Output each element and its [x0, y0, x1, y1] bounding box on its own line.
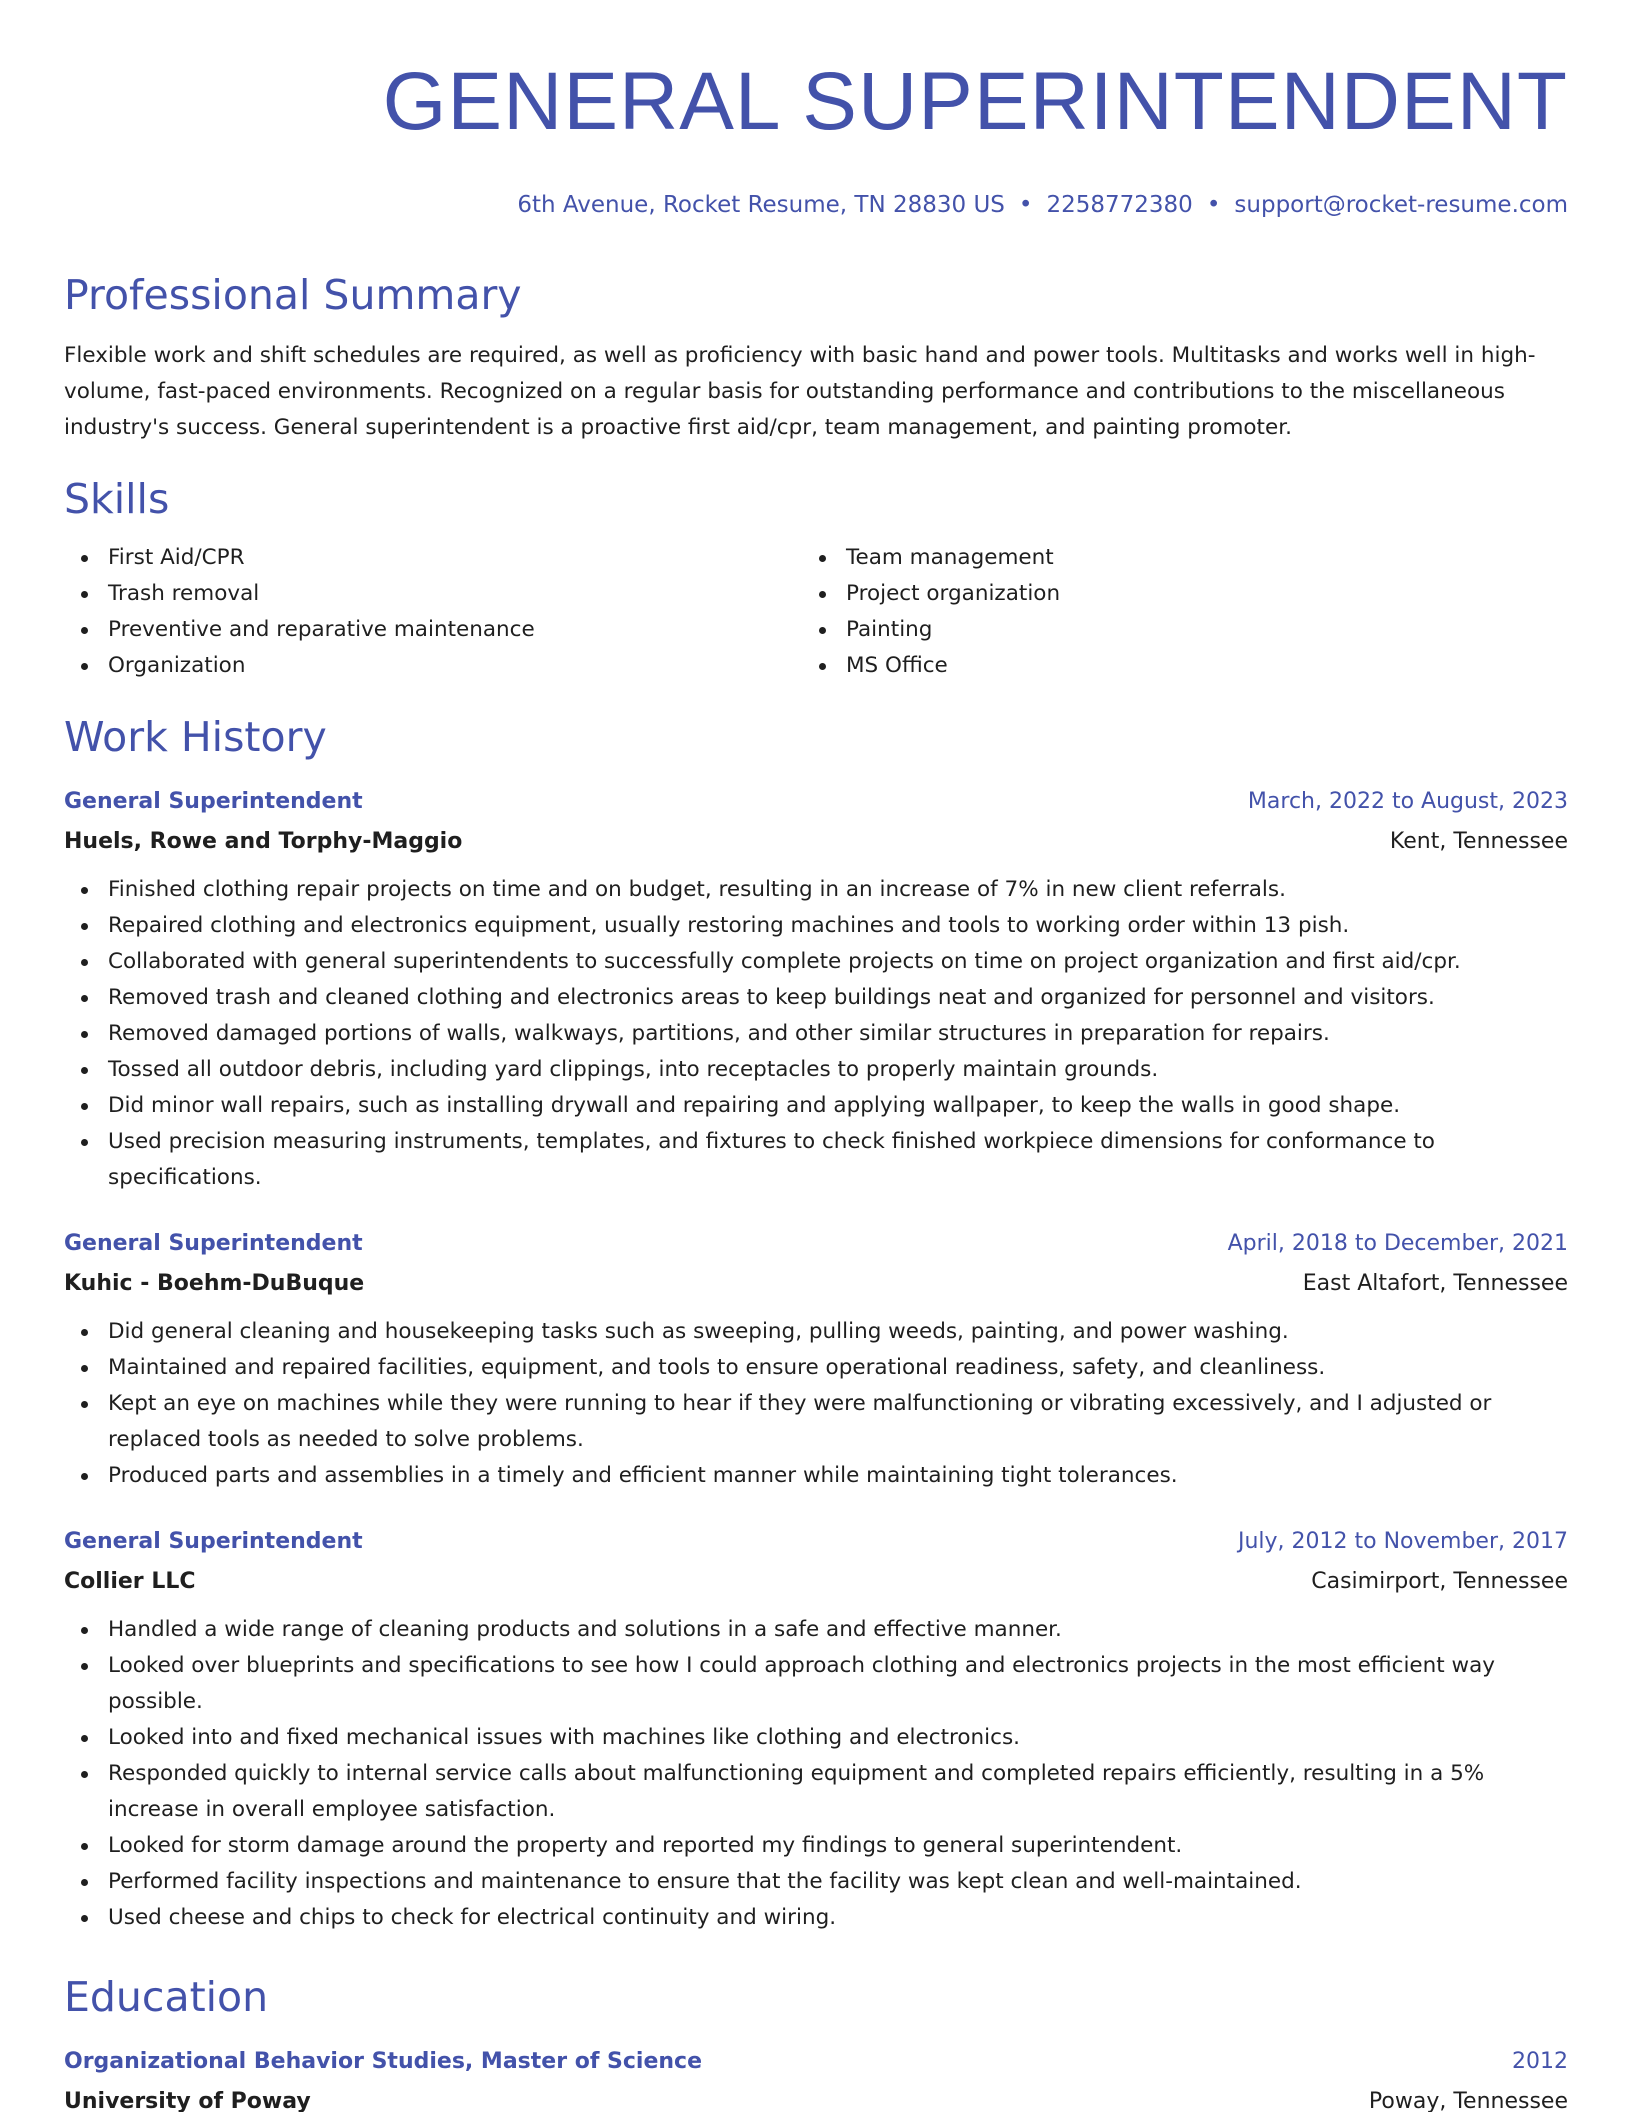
school-name: University of Poway: [64, 2089, 311, 2112]
skill-item: MS Office: [846, 648, 1568, 684]
summary-heading: Professional Summary: [64, 271, 522, 319]
skill-item: Painting: [846, 612, 1568, 648]
job-entry: [64, 1522, 1568, 1936]
duty-item: Looked for storm damage around the property and reported my findings to general superintendent.: [108, 1828, 1568, 1864]
duty-item: Collaborated with general superintendents to successfully complete projects on time on project organization and first aid/cpr.: [108, 944, 1568, 980]
job-duties: [64, 872, 1568, 1196]
duty-item: Removed damaged portions of walls, walkways, partitions, and other similar structures in preparation for repairs.: [108, 1016, 1568, 1052]
duty-item: Used precision measuring instruments, templates, and fixtures to check finished workpiece dimensions for conformance to specifications.: [108, 1124, 1568, 1196]
skills-heading: Skills: [64, 475, 170, 523]
education-entry: [64, 2042, 1568, 2112]
job-location: Kent, Tennessee: [1389, 829, 1568, 854]
job-title: General Superintendent: [64, 789, 363, 814]
candidate-name: GENERAL SUPERINTENDENT: [382, 56, 1568, 147]
job-dates: March, 2022 to August, 2023: [1247, 789, 1568, 814]
skill-item: Trash removal: [108, 576, 802, 612]
skill-item: Project organization: [846, 576, 1568, 612]
contact-address: 6th Avenue, Rocket Resume, TN 28830 US: [517, 192, 1005, 218]
duty-item: Did general cleaning and housekeeping tasks such as sweeping, pulling weeds, painting, and power washing.: [108, 1314, 1568, 1350]
skills-section: [64, 474, 1568, 684]
duty-item: Looked into and fixed mechanical issues with machines like clothing and electronics.: [108, 1720, 1568, 1756]
job-location: East Altafort, Tennessee: [1302, 1271, 1568, 1296]
contact-separator: •: [1206, 192, 1221, 218]
job-title: General Superintendent: [64, 1231, 363, 1256]
job-duties: [64, 1612, 1568, 1936]
job-employer: Collier LLC: [64, 1569, 196, 1594]
resume-header: [64, 52, 1568, 220]
job-location: Casimirport, Tennessee: [1311, 1569, 1568, 1594]
skills-list-right: [802, 540, 1568, 684]
skills-grid: [64, 540, 1568, 684]
skill-item: Team management: [846, 540, 1568, 576]
duty-item: Produced parts and assemblies in a timely and efficient manner while maintaining tight tolerances.: [108, 1458, 1568, 1494]
contact-phone: 2258772380: [1046, 192, 1193, 218]
duty-item: Looked over blueprints and specifications to see how I could approach clothing and electronics projects in the most efficient way possible.: [108, 1648, 1568, 1720]
duty-item: Finished clothing repair projects on time and on budget, resulting in an increase of 7% in new client referrals.: [108, 872, 1568, 908]
work-history-section: [64, 712, 1568, 1936]
skill-item: Preventive and reparative maintenance: [108, 612, 802, 648]
duty-item: Repaired clothing and electronics equipment, usually restoring machines and tools to working order within 13 pish.: [108, 908, 1568, 944]
work-history-heading: Work History: [64, 713, 327, 761]
job-dates: July, 2012 to November, 2017: [1237, 1529, 1568, 1554]
duty-item: Maintained and repaired facilities, equipment, and tools to ensure operational readiness, safety, and cleanliness.: [108, 1350, 1568, 1386]
duty-item: Used cheese and chips to check for electrical continuity and wiring.: [108, 1900, 1568, 1936]
duty-item: Kept an eye on machines while they were running to hear if they were malfunctioning or vibrating excessively, and I adjusted or replaced tools as needed to solve problems.: [108, 1386, 1568, 1458]
school-location: Poway, Tennessee: [1368, 2089, 1568, 2112]
duty-item: Did minor wall repairs, such as installing drywall and repairing and applying wallpaper, to keep the walls in good shape.: [108, 1088, 1568, 1124]
job-employer: Kuhic - Boehm-DuBuque: [64, 1271, 365, 1296]
skill-item: Organization: [108, 648, 802, 684]
job-title: General Superintendent: [64, 1529, 363, 1554]
skills-list-left: [64, 540, 802, 684]
duty-item: Handled a wide range of cleaning products and solutions in a safe and effective manner.: [108, 1612, 1568, 1648]
duty-item: Performed facility inspections and maintenance to ensure that the facility was kept clean and well-maintained.: [108, 1864, 1568, 1900]
job-entry: [64, 1224, 1568, 1494]
job-entry: [64, 782, 1568, 1196]
graduation-year: 2012: [1512, 2049, 1568, 2074]
contact-email: support@rocket-resume.com: [1234, 192, 1568, 218]
contact-separator: •: [1018, 192, 1033, 218]
duty-item: Removed trash and cleaned clothing and electronics areas to keep buildings neat and organized for personnel and visitors.: [108, 980, 1568, 1016]
education-heading: Education: [64, 1973, 269, 2021]
skill-item: First Aid/CPR: [108, 540, 802, 576]
degree: Organizational Behavior Studies, Master of Science: [64, 2049, 703, 2074]
job-dates: April, 2018 to December, 2021: [1227, 1231, 1568, 1256]
job-duties: [64, 1314, 1568, 1494]
contact-line: [64, 190, 1568, 220]
duty-item: Responded quickly to internal service calls about malfunctioning equipment and completed repairs efficiently, resulting in a 5% increase in overall employee satisfaction.: [108, 1756, 1568, 1828]
education-section: [64, 1972, 1568, 2112]
summary-section: [64, 270, 1568, 446]
duty-item: Tossed all outdoor debris, including yard clippings, into receptacles to properly maintain grounds.: [108, 1052, 1568, 1088]
summary-text: Flexible work and shift schedules are required, as well as proficiency with basic hand and power tools. Multitasks and works well in high-volume, fast-paced environments. Recognized on a regular basis for outstanding performance and contributions to the miscellaneous industry's success. General superintendent is a proactive first aid/cpr, team management, and painting promoter.: [64, 343, 1536, 440]
job-employer: Huels, Rowe and Torphy-Maggio: [64, 829, 463, 854]
